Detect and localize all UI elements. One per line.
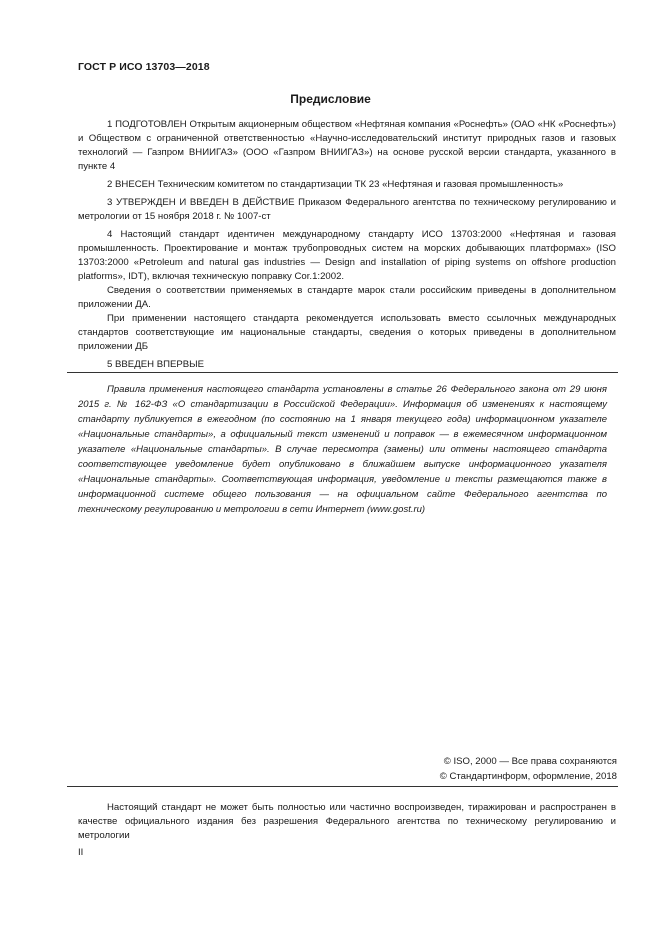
iso-copyright: © ISO, 2000 — Все права сохраняются xyxy=(443,756,617,767)
notice-text: Правила применения настоящего стандарта установлены в статье 26 Федерального закона от 29 июня 2015 г. № 162-ФЗ «О стандартизации в Российской Федерации». Информация об изменениях к настоящему стандарту публикуется в ежегодном (по состоянию на 1 января текущего года) информационном указателе «Национальные стандарты», а официальный текст изменений и поправок — в ежемесячном информационном указателе «Национальные стандарты». В случае пересмотра (замены) или отмены настоящего стандарта соответствующее уведомление будет опубликовано в ближайшем выпуске информационного указателя «Национальные стандарты». Соответствующая информация, уведомление и тексты размещаются также в информационной системе общего пользования — на официальном сайте Федерального агентства по техническому регулированию и метрологии в сети Интернет (www.gost.ru) xyxy=(78,384,607,515)
preface-item-4-annex-da: Сведения о соответствии применяемых в стандарте марок стали российским приведены в дополнительном приложении ДА. xyxy=(78,285,616,310)
preface-body xyxy=(78,118,616,372)
preface-item-5: 5 ВВЕДЕН ВПЕРВЫЕ xyxy=(107,359,205,370)
preface-item-4: 4 Настоящий стандарт идентичен международному стандарту ИСО 13703:2000 «Нефтяная и газовая промышленность. Проектирование и монтаж трубопроводных систем на морских добывающих платформах» (ISO 13703:2000 «Petroleum and natural gas industries — Design and installation of piping systems on offshore production platforms», IDT), включая техническую поправку Cor.1:2002. xyxy=(78,229,616,282)
document-code: ГОСТ Р ИСО 13703—2018 xyxy=(78,61,210,73)
preface-item-2: 2 ВНЕСЕН Техническим комитетом по стандартизации ТК 23 «Нефтяная и газовая промышленность» xyxy=(107,179,564,190)
page-number: II xyxy=(78,847,84,858)
standartinform-copyright: © Стандартинформ, оформление, 2018 xyxy=(439,771,617,782)
reproduction-notice: Настоящий стандарт не может быть полностью или частично воспроизведен, тиражирован и распространен в качестве официального издания без разрешения Федерального агентства по техническому регулированию и метрологии xyxy=(78,802,616,841)
preface-item-4-annex-db: При применении настоящего стандарта рекомендуется использовать вместо ссылочных международных стандартов соответствующие им национальные стандарты, сведения о которых приведены в дополнительном приложении ДБ xyxy=(78,313,616,352)
application-rules-notice xyxy=(67,372,618,592)
copyright-divider xyxy=(67,786,618,787)
preface-title: Предисловие xyxy=(290,92,371,106)
preface-item-1: 1 ПОДГОТОВЛЕН Открытым акционерным обществом «Нефтяная компания «Роснефть» (ОАО «НК «Роснефть») и Обществом с ограниченной ответственностью «Научно-исследовательский институт природных газов и газовых технологий — Газпром ВНИИГАЗ» (ООО «Газпром ВНИИГАЗ») на основе русской версии стандарта, указанного в пункте 4 xyxy=(78,119,616,172)
preface-item-3: 3 УТВЕРЖДЕН И ВВЕДЕН В ДЕЙСТВИЕ Приказом Федерального агентства по техническому регулированию и метрологии от 15 ноября 2018 г. № 1007-ст xyxy=(78,197,616,222)
notice-top-rule xyxy=(67,372,618,373)
